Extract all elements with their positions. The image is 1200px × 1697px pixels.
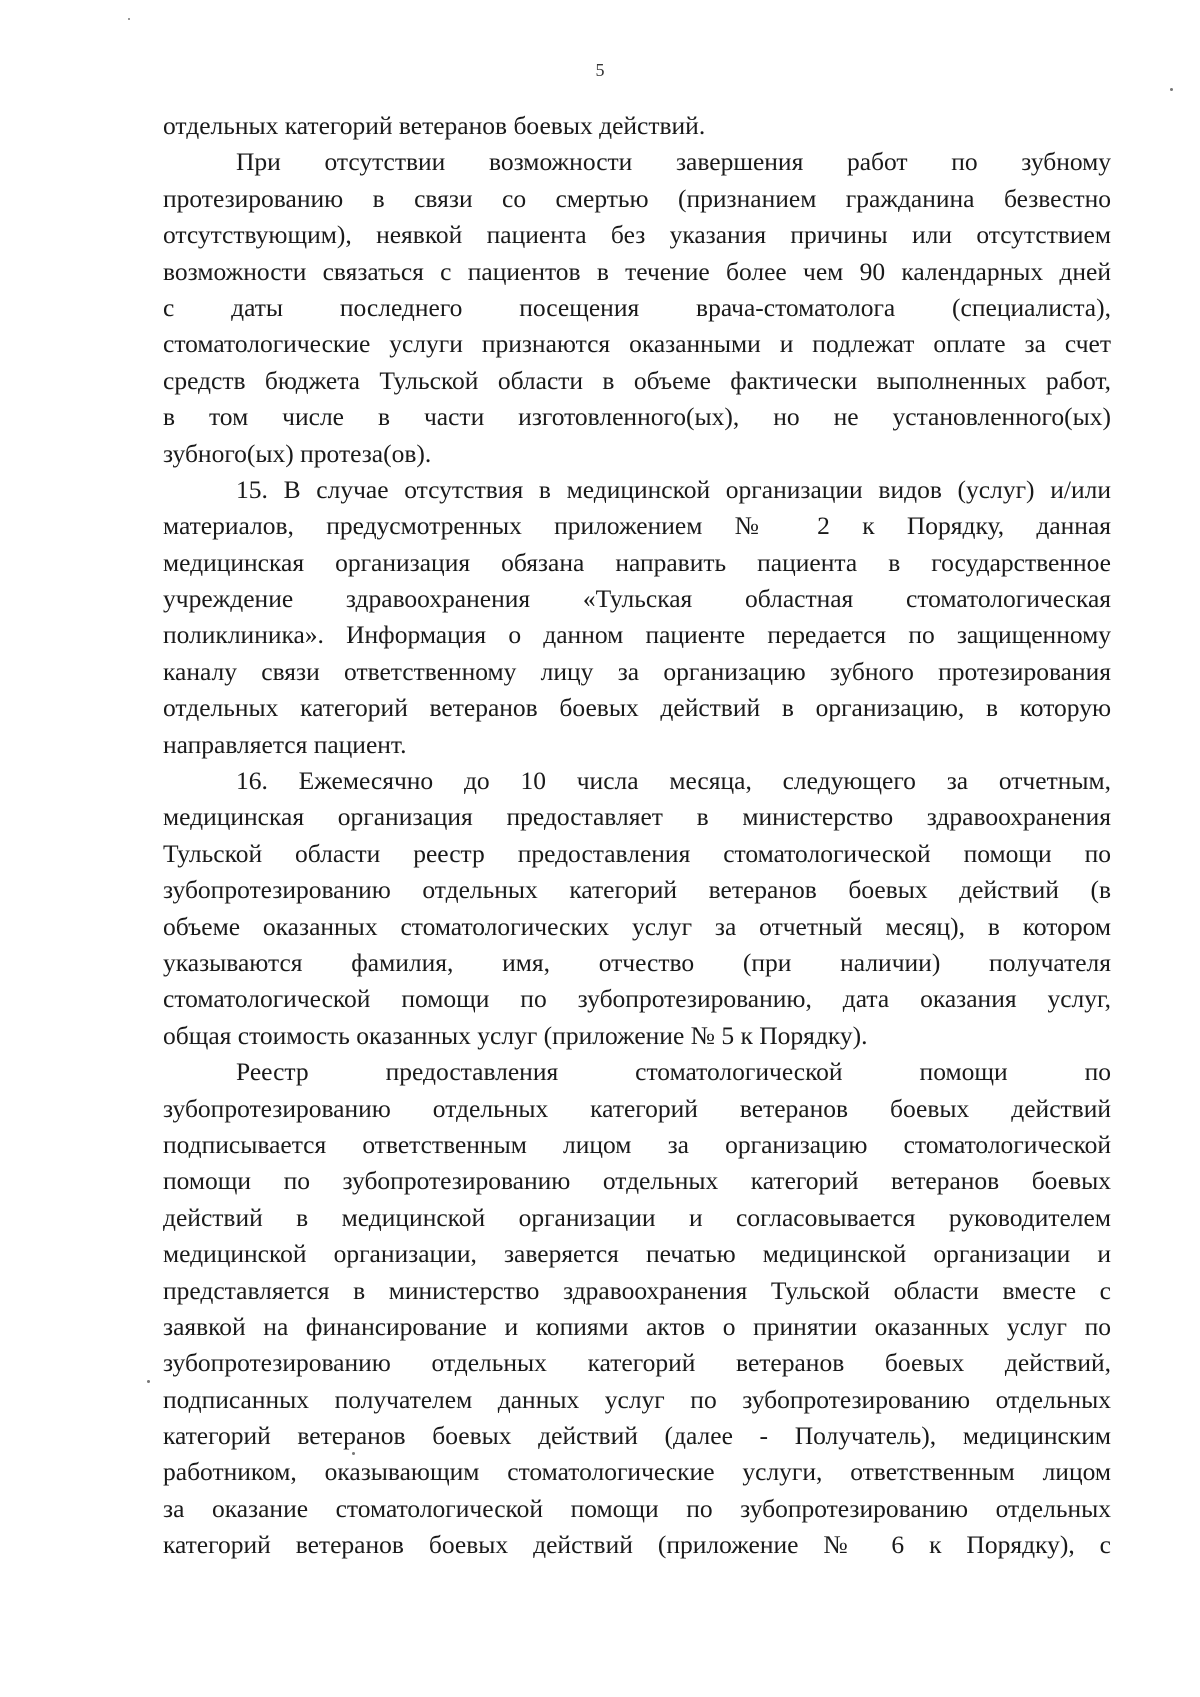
text-line: медицинская организация обязана направить пациента в государственное [163,547,1111,577]
text-line: в том числе в части изготовленного(ых), но не установленного(ых) [163,402,1111,432]
text-line: отдельных категорий ветеранов боевых действий. [163,111,706,140]
text-line: стоматологической помощи по зубопротезированию, дата оказания услуг, [163,984,1111,1014]
text-line: учреждение здравоохранения «Тульская областная стоматологическая [163,584,1111,614]
text-line: действий в медицинской организации и согласовывается руководителем [163,1202,1111,1232]
text-line: подписывается ответственным лицом за организацию стоматологической [163,1129,1111,1159]
text-line: материалов, предусмотренных приложением № 2 к Порядку, данная [163,511,1111,541]
text-line: 15. В случае отсутствия в медицинской организации видов (услуг) и/или [236,474,1111,504]
text-line: протезированию в связи со смертью (признанием гражданина безвестно [163,183,1111,213]
text-line: категорий ветеранов боевых действий (далее - Получатель), медицинским [163,1421,1111,1451]
body-text [163,108,1111,1564]
scan-speck [1170,88,1173,91]
scan-speck [147,1380,150,1383]
text-line: общая стоимость оказанных услуг (приложение № 5 к Порядку). [163,1020,868,1050]
text-line: заявкой на финансирование и копиями актов о принятии оказанных услуг по [163,1311,1111,1341]
text-line: зубопротезированию отдельных категорий ветеранов боевых действий, [163,1348,1111,1378]
text-line: представляется в министерство здравоохранения Тульской области вместе с [163,1275,1111,1305]
text-line: направляется пациент. [163,729,407,759]
text-line: отдельных категорий ветеранов боевых действий в организацию, в которую [163,693,1111,723]
text-line: категорий ветеранов боевых действий (приложение № 6 к Порядку), с [163,1530,1111,1560]
text-line: Тульской области реестр предоставления стоматологической помощи по [163,838,1111,868]
scan-speck [352,1452,355,1455]
text-line: за оказание стоматологической помощи по зубопротезированию отдельных [163,1493,1111,1523]
text-line: работником, оказывающим стоматологические услуги, ответственным лицом [163,1457,1111,1487]
text-line: зубного(ых) протеза(ов). [163,438,432,468]
page-number: 5 [595,60,605,80]
text-line: объеме оказанных стоматологических услуг за отчетный месяц), в котором [163,911,1111,941]
text-line: медицинской организации, заверяется печатью медицинской организации и [163,1239,1111,1269]
text-line: Реестр предоставления стоматологической помощи по [236,1057,1111,1087]
text-line: зубопротезированию отдельных категорий ветеранов боевых действий (в [163,875,1111,905]
text-line: При отсутствии возможности завершения работ по зубному [236,147,1111,177]
text-line: стоматологические услуги признаются оказанными и подлежат оплате за счет [163,329,1111,359]
text-line: помощи по зубопротезированию отдельных категорий ветеранов боевых [163,1166,1111,1196]
text-line: возможности связаться с пациентов в течение более чем 90 календарных дней [163,256,1111,286]
text-line: каналу связи ответственному лицу за организацию зубного протезирования [163,656,1111,686]
text-line: отсутствующим), неявкой пациента без указания причины или отсутствием [163,220,1111,250]
scan-speck [128,18,130,20]
text-line: указываются фамилия, имя, отчество (при наличии) получателя [163,947,1111,977]
text-line: с даты последнего посещения врача-стоматолога (специалиста), [163,292,1111,322]
text-line: поликлиника». Информация о данном пациенте передается по защищенному [163,620,1111,650]
text-line: подписанных получателем данных услуг по зубопротезированию отдельных [163,1384,1111,1414]
text-line: средств бюджета Тульской области в объеме фактически выполненных работ, [163,365,1111,395]
text-line: 16. Ежемесячно до 10 числа месяца, следующего за отчетным, [236,766,1111,796]
text-line: медицинская организация предоставляет в министерство здравоохранения [163,802,1111,832]
text-line: зубопротезированию отдельных категорий ветеранов боевых действий [163,1093,1111,1123]
